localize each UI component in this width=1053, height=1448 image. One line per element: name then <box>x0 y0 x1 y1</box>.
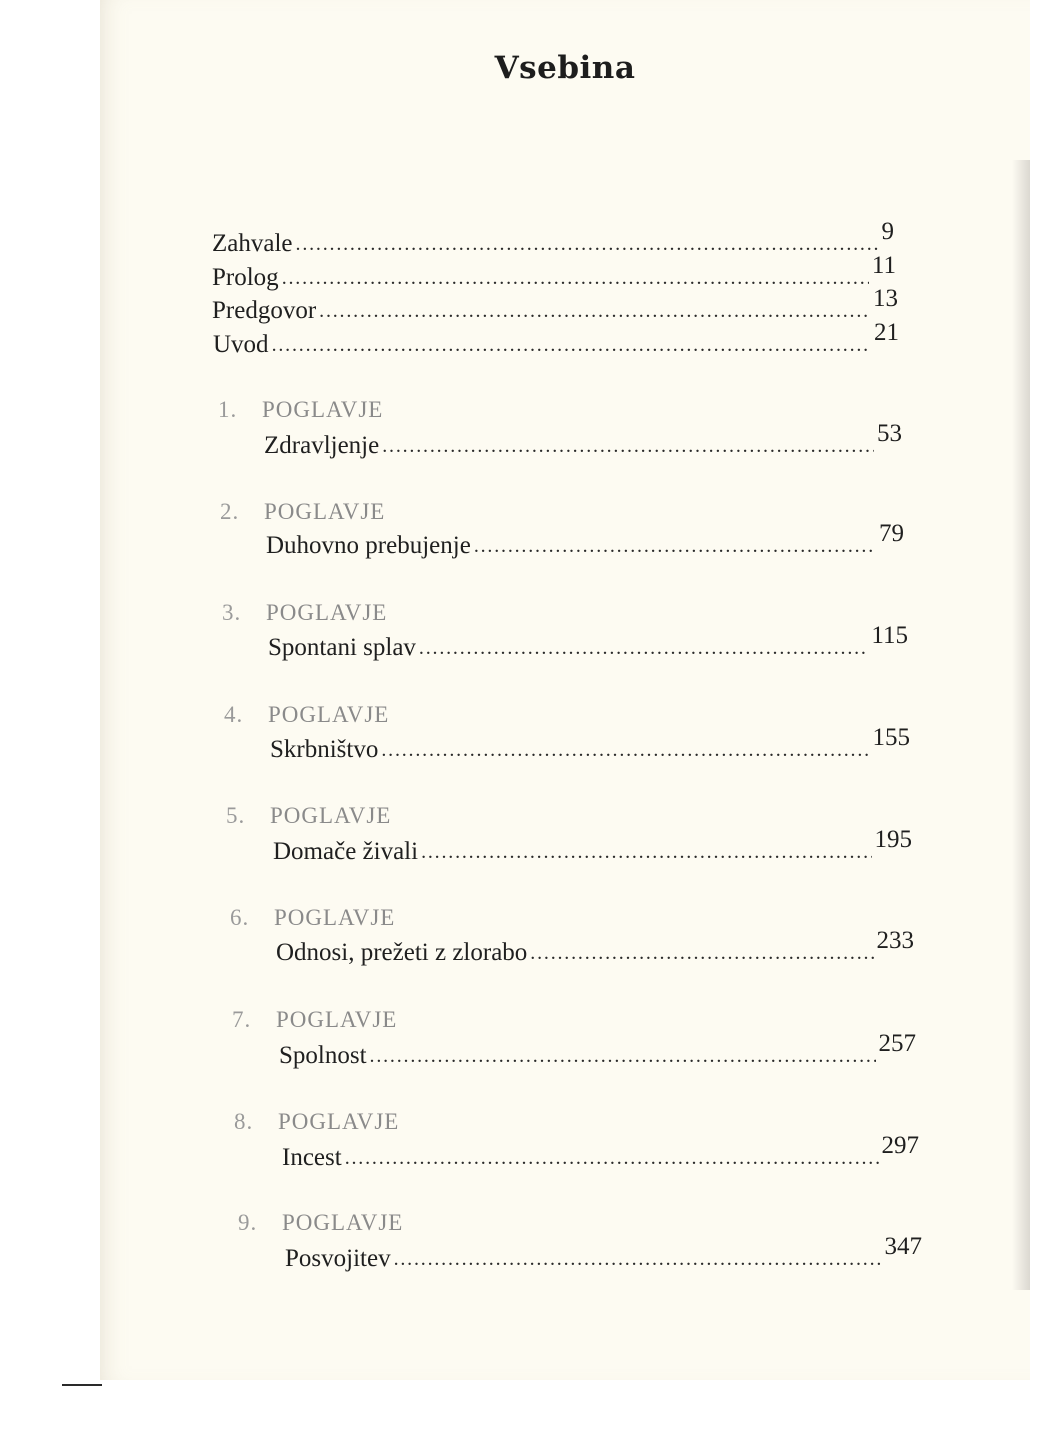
chapter-heading-text: POGLAVJE <box>282 1210 404 1235</box>
toc-entry-label: Prolog <box>212 264 279 291</box>
toc-entry-chapter-5[interactable] <box>273 826 912 866</box>
chapter-heading-text: POGLAVJE <box>270 803 392 828</box>
chapter-number: 7. <box>232 1007 252 1032</box>
dot-leader <box>319 297 870 325</box>
toc-entry-label: Spontani splav <box>268 634 416 661</box>
toc-entry-label: Incest <box>282 1144 342 1171</box>
chapter-heading-text: POGLAVJE <box>264 499 386 524</box>
chapter-heading <box>222 600 387 626</box>
dot-leader <box>272 331 871 359</box>
toc-entry-page: 297 <box>881 1132 919 1159</box>
toc-entry-chapter-2[interactable] <box>266 520 904 560</box>
chapter-heading <box>230 905 395 931</box>
toc-entry-label: Predgovor <box>212 297 317 324</box>
toc-entry-chapter-3[interactable] <box>268 622 908 662</box>
toc-entry-page: 11 <box>871 252 896 279</box>
chapter-heading <box>234 1109 399 1135</box>
dot-leader <box>421 838 871 866</box>
toc-entry-label: Zdravljenje <box>264 432 380 459</box>
toc-entry-page: 347 <box>884 1233 922 1260</box>
toc-entry-chapter-4[interactable] <box>270 724 910 764</box>
toc-entry-page: 155 <box>872 724 910 751</box>
chapter-number: 8. <box>234 1109 254 1134</box>
chapter-number: 1. <box>218 397 238 422</box>
toc-entry-introduction[interactable] <box>213 319 899 359</box>
toc-entry-label: Odnosi, prežeti z zlorabo <box>276 939 528 966</box>
toc-entry-foreword[interactable] <box>212 285 898 325</box>
page-title: Vsebina <box>494 50 636 86</box>
chapter-heading-text: POGLAVJE <box>276 1007 398 1032</box>
dot-leader <box>282 264 869 292</box>
dot-leader <box>381 736 869 764</box>
chapter-heading-text: POGLAVJE <box>262 397 384 422</box>
toc-entry-page: 13 <box>873 285 898 312</box>
toc-entry-page: 115 <box>871 622 908 649</box>
toc-entry-page: 257 <box>878 1030 916 1057</box>
chapter-heading-text: POGLAVJE <box>268 702 390 727</box>
toc-entry-chapter-8[interactable] <box>282 1132 919 1172</box>
toc-entry-page: 21 <box>874 319 899 346</box>
toc-entry-label: Uvod <box>213 331 269 358</box>
dot-leader <box>394 1245 882 1273</box>
chapter-heading <box>220 499 385 525</box>
chapter-number: 2. <box>220 499 240 524</box>
dot-leader <box>345 1144 879 1172</box>
toc-entry-page: 9 <box>881 218 894 245</box>
toc-entry-label: Zahvale <box>212 230 293 257</box>
toc-entry-chapter-7[interactable] <box>279 1030 916 1070</box>
toc-entry-page: 233 <box>876 927 914 954</box>
toc-entry-chapter-9[interactable] <box>285 1233 922 1273</box>
toc-entry-page: 79 <box>879 520 904 547</box>
chapter-heading-text: POGLAVJE <box>274 905 396 930</box>
dot-leader <box>419 634 869 662</box>
toc-entry-chapter-1[interactable] <box>264 420 902 460</box>
chapter-heading <box>224 702 389 728</box>
toc-entry-page: 195 <box>874 826 912 853</box>
chapter-number: 4. <box>224 702 244 727</box>
toc-entry-chapter-6[interactable] <box>276 927 914 967</box>
chapter-number: 6. <box>230 905 250 930</box>
chapter-heading <box>226 803 391 829</box>
toc-entry-label: Skrbništvo <box>270 736 379 763</box>
toc-entry-prologue[interactable] <box>212 252 896 292</box>
chapter-heading <box>218 397 383 423</box>
toc-entry-label: Posvojitev <box>285 1245 391 1272</box>
chapter-number: 9. <box>238 1210 258 1235</box>
dot-leader <box>530 939 873 967</box>
dot-leader <box>296 230 879 258</box>
chapter-heading <box>238 1210 403 1236</box>
dot-leader <box>382 432 874 460</box>
dot-leader <box>370 1042 876 1070</box>
toc-entry-label: Spolnost <box>279 1042 367 1069</box>
chapter-number: 5. <box>226 803 246 828</box>
toc-entry-label: Duhovno prebujenje <box>266 532 471 559</box>
chapter-heading-text: POGLAVJE <box>266 600 388 625</box>
toc-entry-page: 53 <box>877 420 902 447</box>
chapter-heading-text: POGLAVJE <box>278 1109 400 1134</box>
toc-entry-label: Domače živali <box>273 838 419 865</box>
chapter-heading <box>232 1007 397 1033</box>
toc-entry-acknowledgements[interactable] <box>212 218 894 258</box>
chapter-number: 3. <box>222 600 242 625</box>
dot-leader <box>474 532 876 560</box>
